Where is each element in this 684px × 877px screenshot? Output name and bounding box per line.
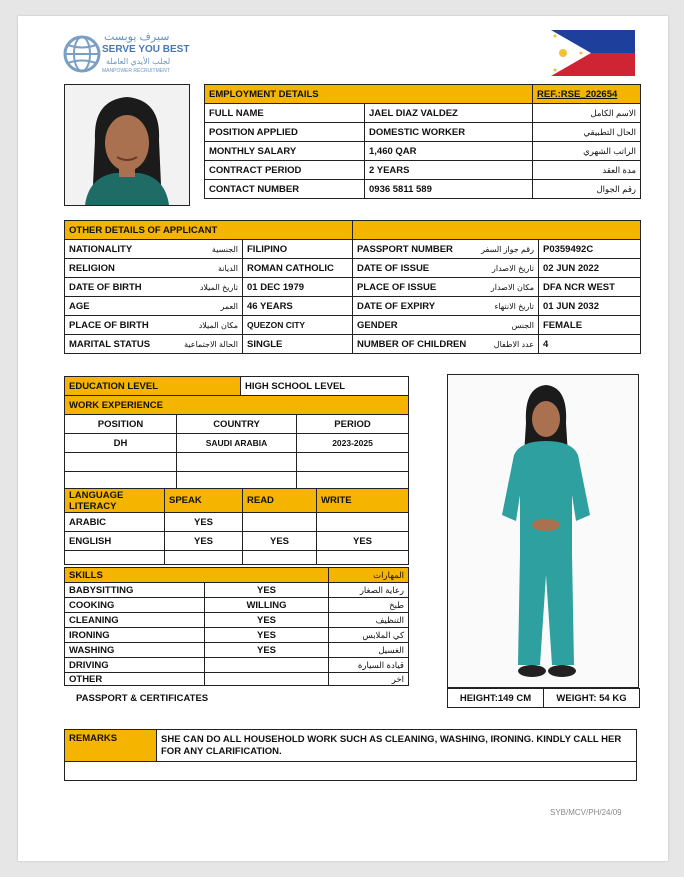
field-value: DOMESTIC WORKER xyxy=(365,123,533,142)
other-details-table xyxy=(64,220,641,354)
field-label-arabic: رقم الجوال xyxy=(533,180,641,199)
read-value: YES xyxy=(243,532,317,551)
detail-value: DFA NCR WEST xyxy=(539,278,641,297)
detail-label: DATE OF BIRTH xyxy=(69,281,142,293)
detail-label-arabic: تاريخ الميلاد xyxy=(199,282,238,292)
detail-label-arabic: الحالة الاجتماعية xyxy=(184,339,238,349)
detail-label: AGE xyxy=(69,300,90,312)
detail-label-arabic: الجنس xyxy=(511,320,534,330)
skill-value: YES xyxy=(205,628,329,643)
applicant-full-body-photo xyxy=(447,374,639,688)
table-cell xyxy=(177,453,297,472)
education-table xyxy=(64,376,409,396)
detail-label: GENDER xyxy=(357,319,398,331)
language-name: ARABIC xyxy=(65,513,165,532)
detail-label: PLACE OF ISSUE xyxy=(357,281,437,293)
detail-label: MARITAL STATUS xyxy=(69,338,151,350)
table-cell: SAUDI ARABIA xyxy=(177,434,297,453)
detail-value: ROMAN CATHOLIC xyxy=(243,259,353,278)
skill-label: DRIVING xyxy=(65,658,205,673)
field-label: MONTHLY SALARY xyxy=(205,142,365,161)
detail-value: 01 JUN 2032 xyxy=(539,297,641,316)
field-label: POSITION APPLIED xyxy=(205,123,365,142)
detail-label-arabic: مكان الاصدار xyxy=(490,282,534,292)
remarks-table xyxy=(64,729,637,781)
work-experience-title: WORK EXPERIENCE xyxy=(65,396,409,415)
detail-value: FILIPINO xyxy=(243,240,353,259)
skill-label-arabic: طبخ xyxy=(329,598,409,613)
detail-value: 4 xyxy=(539,335,641,354)
column-header: COUNTRY xyxy=(177,415,297,434)
speak-value: YES xyxy=(165,513,243,532)
skill-value: WILLING xyxy=(205,598,329,613)
speak-value: YES xyxy=(165,532,243,551)
skill-label-arabic: كي الملابس xyxy=(329,628,409,643)
logo-arabic-sub: لجلب الأيدي العاملة xyxy=(106,57,171,66)
read-value xyxy=(243,513,317,532)
field-label-arabic: مدة العقد xyxy=(533,161,641,180)
detail-label: PLACE OF BIRTH xyxy=(69,319,149,331)
detail-value: 01 DEC 1979 xyxy=(243,278,353,297)
skill-label: IRONING xyxy=(65,628,205,643)
detail-label-arabic: عدد الاطفال xyxy=(493,339,534,349)
language-header: LANGUAGE LITERACY xyxy=(65,489,165,513)
detail-label-arabic: تاريخ الاصدار xyxy=(491,263,534,273)
table-cell xyxy=(297,453,409,472)
detail-value: FEMALE xyxy=(539,316,641,335)
detail-label: NATIONALITY xyxy=(69,243,133,255)
skill-label: WASHING xyxy=(65,643,205,658)
biodata-page xyxy=(18,16,668,861)
field-value: JAEL DIAZ VALDEZ xyxy=(365,104,533,123)
detail-label-arabic: الديانة xyxy=(217,263,238,273)
field-label-arabic: الراتب الشهري xyxy=(533,142,641,161)
detail-label-arabic: الجنسية xyxy=(211,244,238,254)
remarks-text: SHE CAN DO ALL HOUSEHOLD WORK SUCH AS CLEANING, WASHING, IRONING. KINDLY CALL HER FOR ANY CLARIFICATION. xyxy=(157,730,637,762)
column-header: PERIOD xyxy=(297,415,409,434)
height-value: HEIGHT:149 CM xyxy=(448,689,544,708)
skill-label: CLEANING xyxy=(65,613,205,628)
field-label-arabic: الاسم الكامل xyxy=(533,104,641,123)
detail-value: 46 YEARS xyxy=(243,297,353,316)
table-cell xyxy=(65,453,177,472)
write-header: WRITE xyxy=(317,489,409,513)
detail-label: RELIGION xyxy=(69,262,115,274)
language-name: ENGLISH xyxy=(65,532,165,551)
skill-value: YES xyxy=(205,643,329,658)
philippines-flag-icon xyxy=(551,30,635,76)
language-name xyxy=(65,551,165,565)
education-label: EDUCATION LEVEL xyxy=(65,377,241,396)
reference-number: REF.:RSE_202654 xyxy=(533,85,641,104)
skill-label-arabic: رعاية الصغار xyxy=(329,583,409,598)
skill-label: OTHER xyxy=(65,673,205,686)
read-header: READ xyxy=(243,489,317,513)
column-header: POSITION xyxy=(65,415,177,434)
skill-label-arabic: التنظيف xyxy=(329,613,409,628)
header-filler xyxy=(353,221,641,240)
table-cell: DH xyxy=(65,434,177,453)
field-label: CONTRACT PERIOD xyxy=(205,161,365,180)
speak-header: SPEAK xyxy=(165,489,243,513)
applicant-portrait-photo xyxy=(64,84,190,206)
logo-name: SERVE YOU BEST xyxy=(102,44,190,55)
field-value: 2 YEARS xyxy=(365,161,533,180)
detail-value: P0359492C xyxy=(539,240,641,259)
employment-details-table xyxy=(204,84,641,199)
document-code: SYB/MCV/PH/24/09 xyxy=(550,808,622,817)
field-value: 0936 5811 589 xyxy=(365,180,533,199)
remarks-label: REMARKS xyxy=(65,730,157,762)
skills-title: SKILLS xyxy=(65,568,329,583)
globe-logo-icon xyxy=(62,32,102,76)
language-literacy-table xyxy=(64,488,409,565)
skill-label: BABYSITTING xyxy=(65,583,205,598)
detail-label: DATE OF ISSUE xyxy=(357,262,430,274)
logo-sub: MANPOWER RECRUITMENT xyxy=(102,68,170,74)
field-label: FULL NAME xyxy=(205,104,365,123)
detail-value: SINGLE xyxy=(243,335,353,354)
work-experience-table xyxy=(64,395,409,491)
write-value xyxy=(317,513,409,532)
skill-label-arabic: الغسيل xyxy=(329,643,409,658)
employment-details-title: EMPLOYMENT DETAILS xyxy=(205,85,533,104)
detail-label-arabic: تاريخ الانتهاء xyxy=(494,301,534,311)
table-cell: 2023-2025 xyxy=(297,434,409,453)
detail-label-arabic: العمر xyxy=(220,301,238,311)
company-logo xyxy=(62,30,192,80)
measurements-table xyxy=(447,688,640,708)
remarks-blank-row xyxy=(65,762,637,781)
weight-value: WEIGHT: 54 KG xyxy=(544,689,640,708)
skill-label-arabic: قيادة السيارة xyxy=(329,658,409,673)
detail-label: PASSPORT NUMBER xyxy=(357,243,453,255)
write-value xyxy=(317,551,409,565)
detail-label-arabic: مكان الميلاد xyxy=(198,320,238,330)
detail-value: 02 JUN 2022 xyxy=(539,259,641,278)
skill-label-arabic: اخر xyxy=(329,673,409,686)
skill-value xyxy=(205,658,329,673)
education-value: HIGH SCHOOL LEVEL xyxy=(241,377,409,396)
logo-arabic-name: سيرف يوبست xyxy=(104,31,170,43)
skills-title-arabic: المهارات xyxy=(329,568,409,583)
write-value: YES xyxy=(317,532,409,551)
field-value: 1,460 QAR xyxy=(365,142,533,161)
detail-value: QUEZON CITY xyxy=(243,316,353,335)
skill-value: YES xyxy=(205,583,329,598)
speak-value xyxy=(165,551,243,565)
field-label-arabic: الحال التطبيقي xyxy=(533,123,641,142)
skill-value: YES xyxy=(205,613,329,628)
skills-table xyxy=(64,567,409,686)
detail-label-arabic: رقم جواز السفر xyxy=(481,244,534,254)
detail-label: DATE OF EXPIRY xyxy=(357,300,436,312)
detail-label: NUMBER OF CHILDREN xyxy=(357,338,467,350)
skill-label: COOKING xyxy=(65,598,205,613)
passport-certificates-note: PASSPORT & CERTIFICATES xyxy=(76,693,209,704)
field-label: CONTACT NUMBER xyxy=(205,180,365,199)
skill-value xyxy=(205,673,329,686)
other-details-title: OTHER DETAILS OF APPLICANT xyxy=(65,221,353,240)
read-value xyxy=(243,551,317,565)
